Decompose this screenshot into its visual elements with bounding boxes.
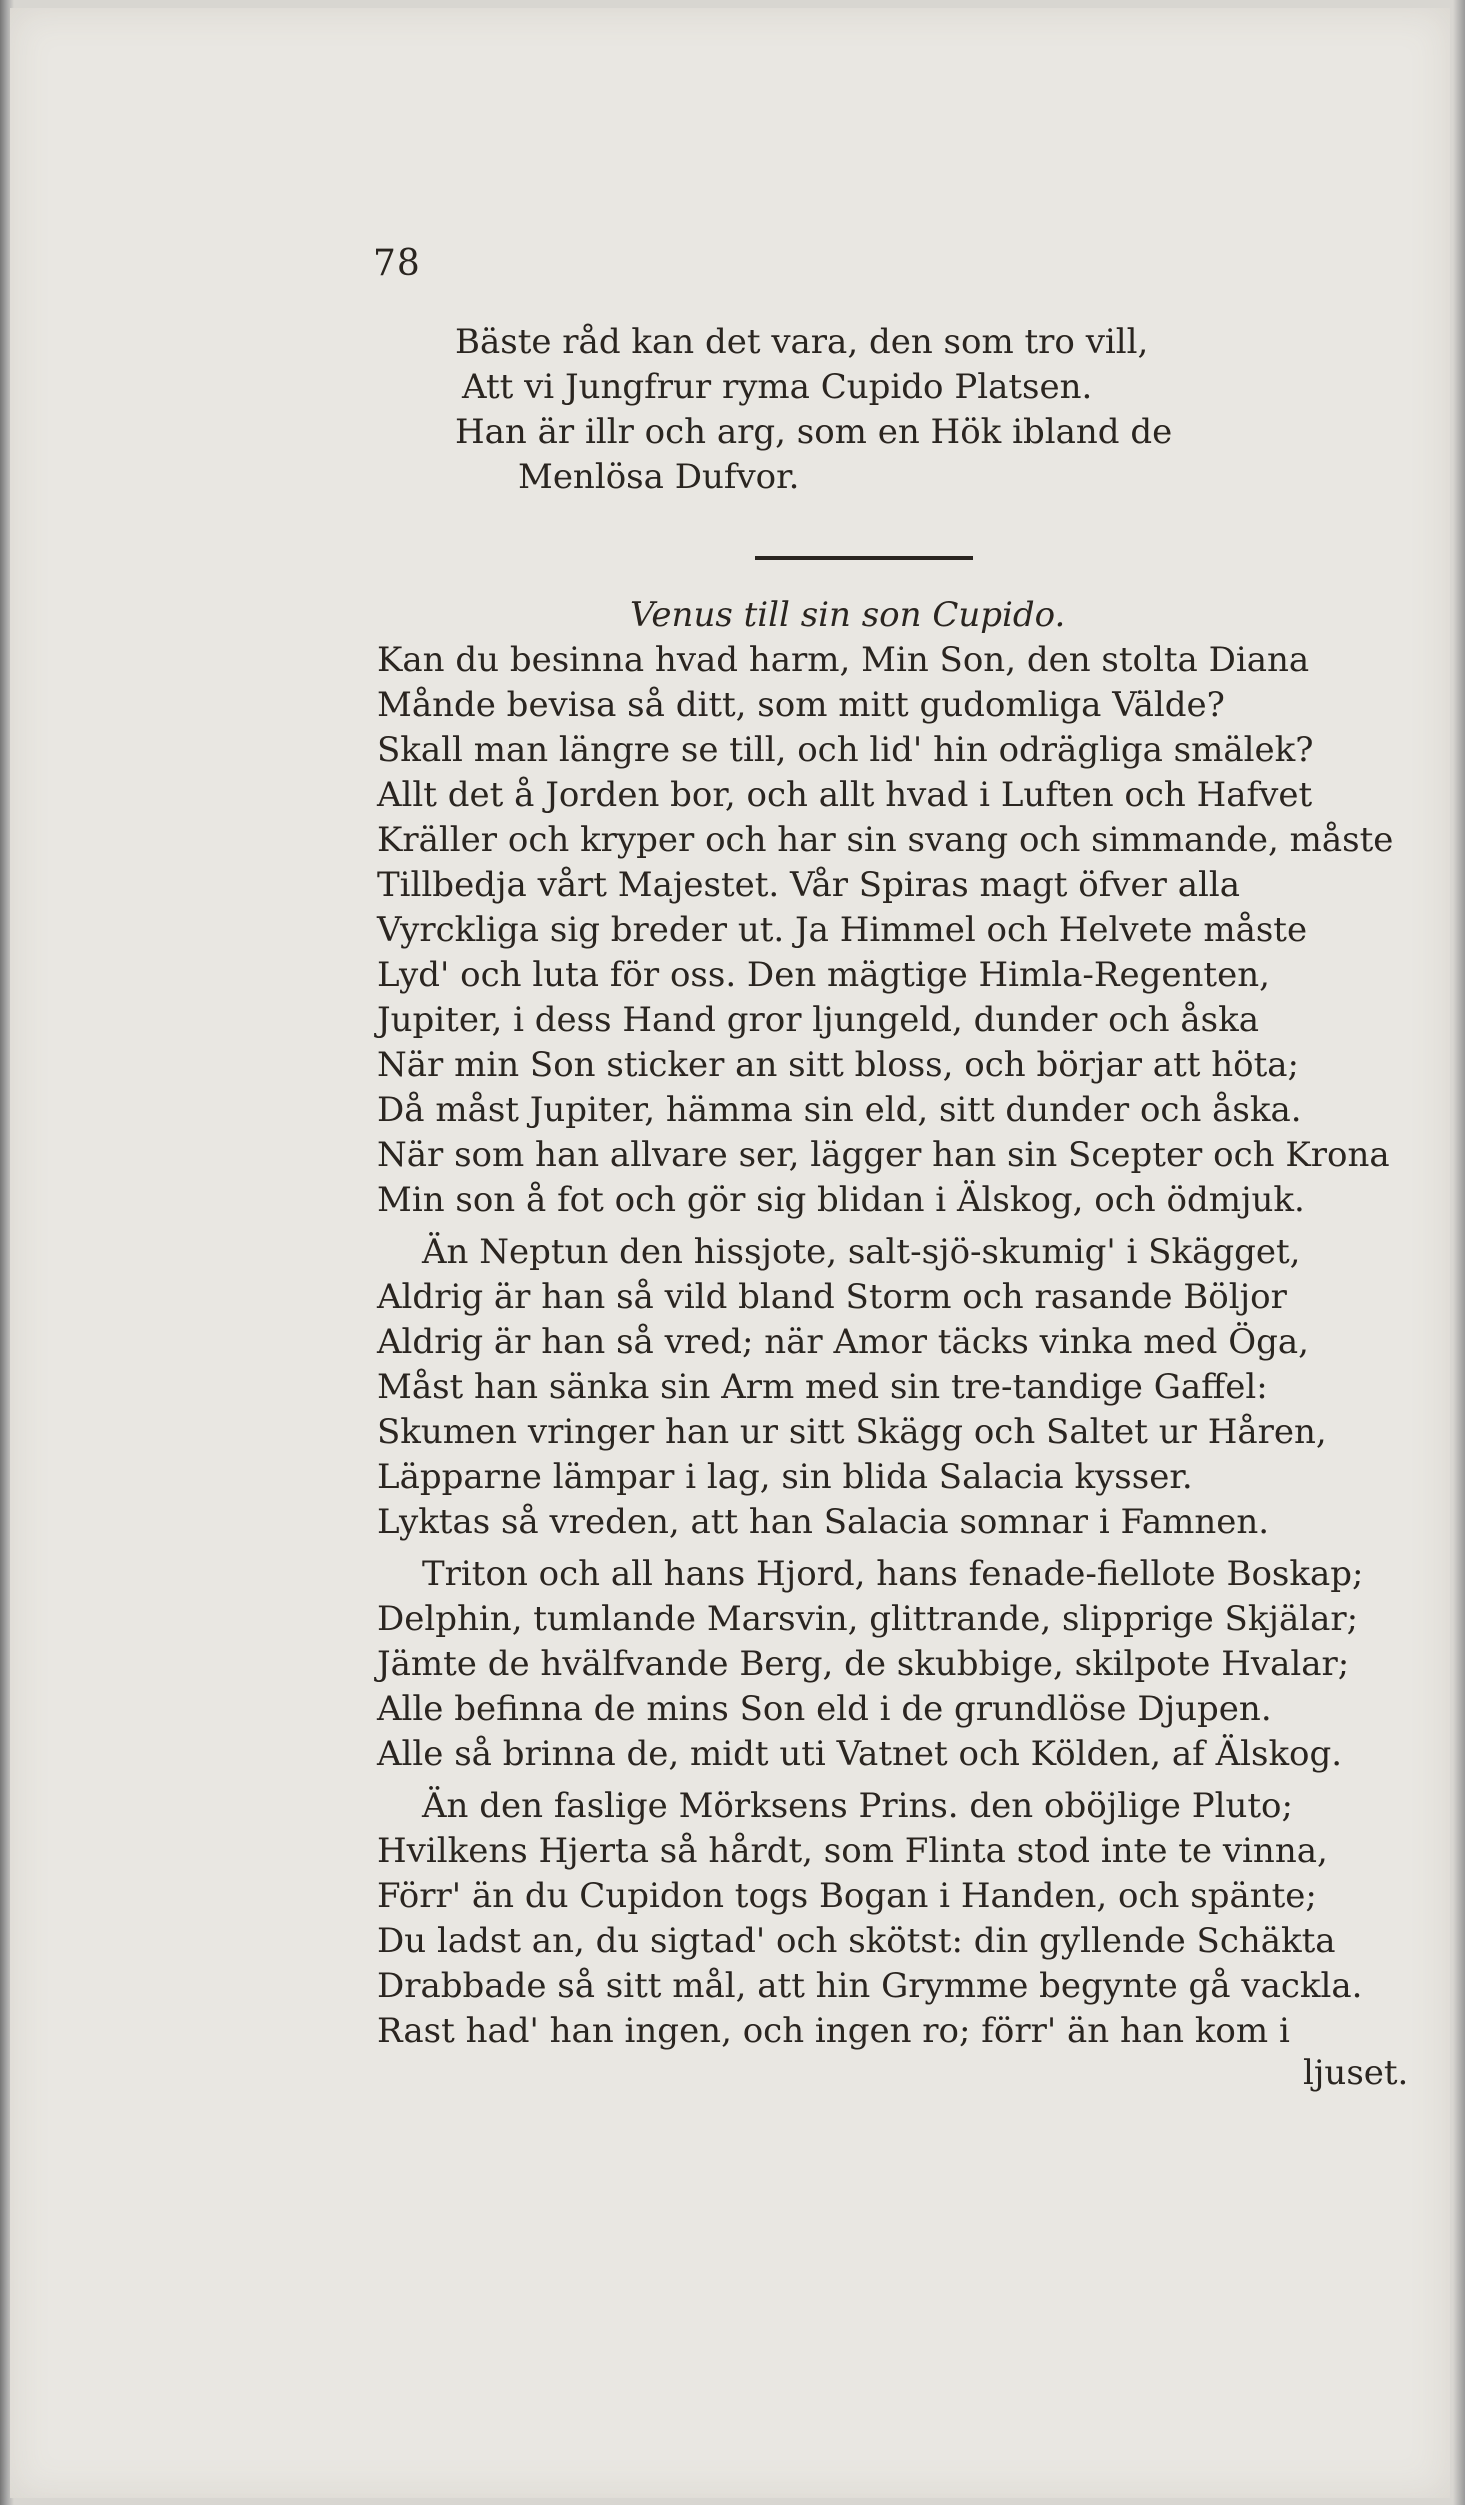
poem-line: Skall man längre se till, och lid' hin odrägliga smälek?: [377, 730, 1314, 770]
poem-line: Än Neptun den hissjote, salt-sjö-skumig' i Skägget,: [422, 1232, 1301, 1272]
poem-line: Allt det å Jorden bor, och allt hvad i Luften och Hafvet: [377, 775, 1313, 815]
poem-line: Rast had' han ingen, och ingen ro; förr' än han kom i: [377, 2011, 1290, 2051]
poem-line: Delphin, tumlande Marsvin, glittrande, slipprige Skjälar;: [377, 1599, 1359, 1639]
poem-line: När min Son sticker an sitt bloss, och börjar att höta;: [377, 1045, 1299, 1085]
poem-line: Läpparne lämpar i lag, sin blida Salacia kysser.: [377, 1457, 1193, 1497]
poem-line: Förr' än du Cupidon togs Bogan i Handen, och spänte;: [377, 1876, 1317, 1916]
poem-line: Alle så brinna de, midt uti Vatnet och Kölden, af Älskog.: [377, 1734, 1343, 1774]
stanza-line: Han är illr och arg, som en Hök ibland de: [455, 412, 1173, 452]
runover-word: ljuset.: [1303, 2053, 1409, 2093]
poem-line: När som han allvare ser, lägger han sin Scepter och Krona: [377, 1135, 1390, 1175]
poem-line: Min son å fot och gör sig blidan i Älskog, och ödmjuk.: [377, 1180, 1305, 1220]
poem-line: Lyktas så vreden, att han Salacia somnar i Famnen.: [377, 1502, 1270, 1542]
poem-line: Kräller och kryper och har sin svang och simmande, måste: [377, 820, 1394, 860]
poem-line: Alle befinna de mins Son eld i de grundlöse Djupen.: [377, 1689, 1272, 1729]
poem-line: Kan du besinna hvad harm, Min Son, den stolta Diana: [377, 640, 1310, 680]
scan-right-edge: [1453, 0, 1465, 2505]
poem-line: Jupiter, i dess Hand gror ljungeld, dunder och åska: [377, 1000, 1259, 1040]
poem-line: Hvilkens Hjerta så hårdt, som Flinta stod inte te vinna,: [377, 1831, 1328, 1871]
book-page: [10, 8, 1450, 2498]
poem-line: Skumen vringer han ur sitt Skägg och Saltet ur Håren,: [377, 1412, 1327, 1452]
poem-line: Tillbedja vårt Majestet. Vår Spiras magt öfver alla: [377, 865, 1240, 905]
poem-line: Aldrig är han så vild bland Storm och rasande Böljor: [377, 1277, 1287, 1317]
section-divider: [755, 556, 973, 560]
poem-line: Drabbade så sitt mål, att hin Grymme begynte gå vackla.: [377, 1966, 1363, 2006]
poem-line: Vyrckliga sig breder ut. Ja Himmel och Helvete måste: [377, 910, 1308, 950]
poem-line: Månde bevisa så ditt, som mitt gudomliga Välde?: [377, 685, 1225, 725]
page-number: 78: [373, 243, 421, 284]
poem-line: Jämte de hvälfvande Berg, de skubbige, skilpote Hvalar;: [377, 1644, 1350, 1684]
poem-heading: Venus till sin son Cupido.: [630, 595, 1066, 635]
poem-line: Än den faslige Mörksens Prins. den oböjlige Pluto;: [422, 1786, 1293, 1826]
stanza-line: Bäste råd kan det vara, den som tro vill,: [455, 322, 1149, 362]
poem-line: Måst han sänka sin Arm med sin tre-tandige Gaffel:: [377, 1367, 1268, 1407]
stanza-line: Att vi Jungfrur ryma Cupido Platsen.: [462, 367, 1093, 407]
poem-line: Aldrig är han så vred; när Amor täcks vinka med Öga,: [377, 1322, 1309, 1362]
poem-line: Då måst Jupiter, hämma sin eld, sitt dunder och åska.: [377, 1090, 1302, 1130]
poem-line: Triton och all hans Hjord, hans fenade-fiellote Boskap;: [422, 1554, 1364, 1594]
poem-line: Lyd' och luta för oss. Den mägtige Himla-Regenten,: [377, 955, 1270, 995]
stanza-line: Menlösa Dufvor.: [518, 457, 800, 497]
poem-line: Du ladst an, du sigtad' och skötst: din gyllende Schäkta: [377, 1921, 1336, 1961]
